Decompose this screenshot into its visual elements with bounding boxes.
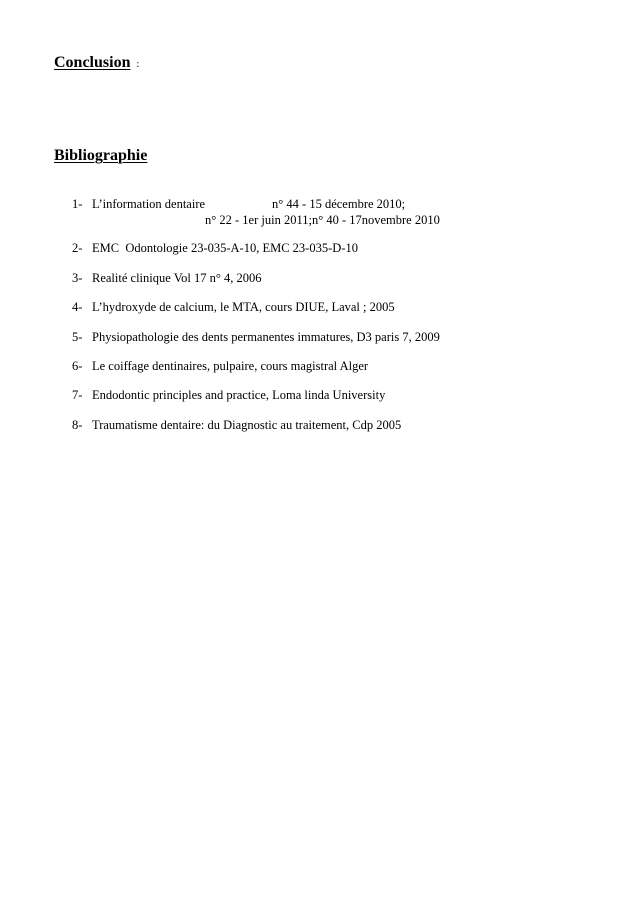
bibliography-item-3 [72,271,261,286]
bibliography-heading [54,147,147,165]
bibliography-item-number: 7- [72,388,83,402]
bibliography-item-number: 2- [72,241,83,255]
bibliography-item-text: Realité clinique Vol 17 n° 4, 2006 [92,271,262,285]
conclusion-title: Conclusion [54,54,131,71]
conclusion-heading [54,54,139,74]
bibliography-item-number: 6- [72,359,83,373]
bibliography-item-text: Traumatisme dentaire: du Diagnostic au traitement, Cdp 2005 [92,418,402,432]
bibliography-item-number: 1- [72,197,83,211]
bibliography-title: Bibliographie [54,147,148,164]
bibliography-item-number: 8- [72,418,83,432]
bibliography-item-8 [72,418,401,433]
bibliography-item-2 [72,241,358,256]
bibliography-item-text: Physiopathologie des dents permanentes immatures, D3 paris 7, 2009 [92,330,440,344]
bibliography-item-5 [72,330,440,345]
bibliography-item-number: 5- [72,330,83,344]
conclusion-colon: : [136,59,140,70]
bibliography-item-text: EMC Odontologie 23-035-A-10, EMC 23-035-D-10 [92,241,358,255]
bibliography-item-4 [72,300,395,315]
bibliography-item-continuation: n° 22 - 1er juin 2011;n° 40 - 17novembre 2010 [205,213,440,227]
bibliography-item-text: L’information dentaire [92,197,206,211]
bibliography-item-number: 3- [72,271,83,285]
bibliography-item-text: L’hydroxyde de calcium, le MTA, cours DIUE, Laval ; 2005 [92,300,395,314]
bibliography-item-6 [72,359,368,374]
bibliography-item-text: n° 44 - 15 décembre 2010; [272,197,406,211]
bibliography-item-text: Endodontic principles and practice, Loma linda University [92,388,386,402]
bibliography-item-number: 4- [72,300,83,314]
bibliography-item-7 [72,388,385,403]
bibliography-item-1 [72,197,440,228]
bibliography-item-text: Le coiffage dentinaires, pulpaire, cours magistral Alger [92,359,369,373]
